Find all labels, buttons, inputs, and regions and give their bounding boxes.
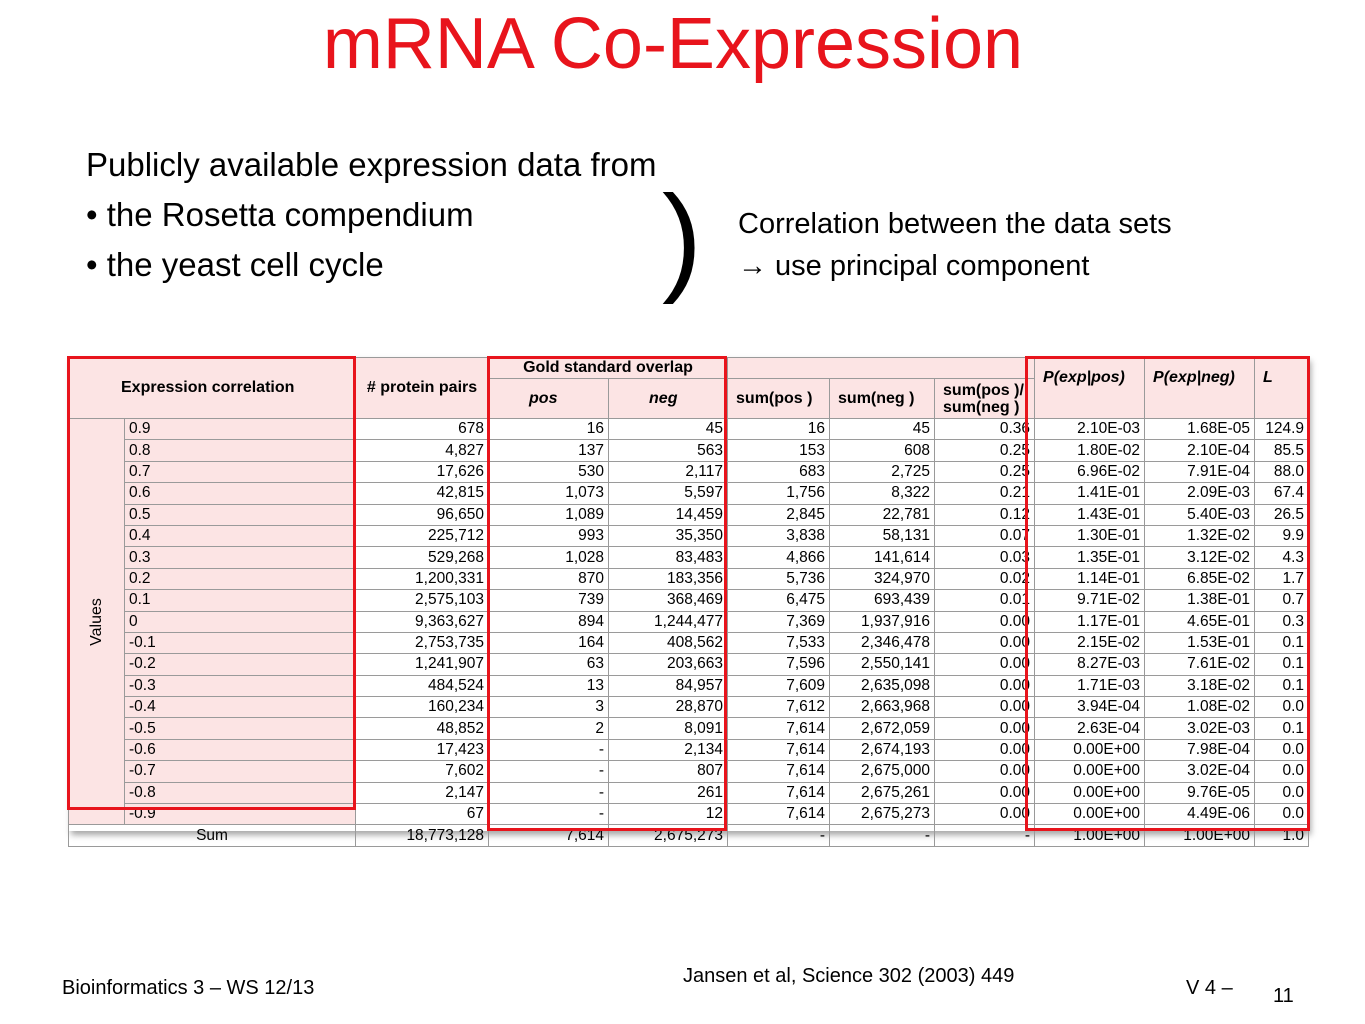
table-cell: 6,475 — [728, 590, 830, 611]
intro-block — [86, 140, 656, 290]
table-cell: 8,091 — [609, 718, 728, 739]
correlation-value-cell: -0.3 — [125, 675, 356, 696]
sum-label: Sum — [69, 825, 356, 847]
table-cell: 678 — [356, 419, 489, 440]
sum-cell: 18,773,128 — [356, 825, 489, 847]
table-cell: 2,674,193 — [830, 739, 935, 760]
table-cell: 7,369 — [728, 611, 830, 632]
table-cell: 164 — [489, 632, 609, 653]
table-cell: 1.38E-01 — [1145, 590, 1255, 611]
table-cell: 0.07 — [935, 525, 1035, 546]
header-l: L — [1255, 358, 1309, 419]
table-cell: 1.32E-02 — [1145, 525, 1255, 546]
table-cell: 2,675,273 — [830, 804, 935, 825]
table-cell: 2.09E-03 — [1145, 483, 1255, 504]
correlation-value-cell: -0.7 — [125, 761, 356, 782]
table-cell: 0.25 — [935, 461, 1035, 482]
table-cell: 17,423 — [356, 739, 489, 760]
table-cell: 0.3 — [1255, 611, 1309, 632]
table-cell: 58,131 — [830, 525, 935, 546]
sum-cell: - — [830, 825, 935, 847]
correlation-value-cell: -0.6 — [125, 739, 356, 760]
table-cell: 203,663 — [609, 654, 728, 675]
table-cell: 2,663,968 — [830, 697, 935, 718]
table-cell: 0.00 — [935, 761, 1035, 782]
table-cell: 4.65E-01 — [1145, 611, 1255, 632]
table-cell: 2,672,059 — [830, 718, 935, 739]
correlation-value-cell: 0.8 — [125, 440, 356, 461]
table-cell: 2,575,103 — [356, 590, 489, 611]
table-row — [69, 632, 1309, 653]
table-cell: 4.3 — [1255, 547, 1309, 568]
table-cell: 141,614 — [830, 547, 935, 568]
table-cell: 1,073 — [489, 483, 609, 504]
sum-cell: - — [935, 825, 1035, 847]
slide-title: mRNA Co-Expression — [322, 4, 1024, 84]
table-cell: 5,597 — [609, 483, 728, 504]
correlation-value-cell: -0.2 — [125, 654, 356, 675]
closing-bracket: ) — [662, 171, 702, 305]
table-cell: 4,866 — [728, 547, 830, 568]
table-cell: 28,870 — [609, 697, 728, 718]
correlation-value-cell: -0.5 — [125, 718, 356, 739]
table-cell: 0.1 — [1255, 632, 1309, 653]
header-ratio — [935, 379, 1035, 419]
table-row — [69, 461, 1309, 482]
table-cell: 9,363,627 — [356, 611, 489, 632]
sum-cell: 1.0 — [1255, 825, 1309, 847]
table-cell: 0.00 — [935, 782, 1035, 803]
table-cell: 225,712 — [356, 525, 489, 546]
table-cell: 2 — [489, 718, 609, 739]
header-neg: neg — [609, 379, 728, 419]
table-cell: 1,244,477 — [609, 611, 728, 632]
table-cell: - — [489, 804, 609, 825]
table-cell: 0.1 — [1255, 654, 1309, 675]
header-blank — [728, 358, 1035, 379]
correlation-value-cell: -0.9 — [125, 804, 356, 825]
course-label: Bioinformatics 3 – WS 12/13 — [62, 977, 315, 999]
table-cell: 1,200,331 — [356, 568, 489, 589]
table-row — [69, 419, 1309, 440]
table-cell: 0.00 — [935, 718, 1035, 739]
sum-cell: 2,675,273 — [609, 825, 728, 847]
table-cell: - — [489, 739, 609, 760]
table-row — [69, 654, 1309, 675]
table-cell: 2,117 — [609, 461, 728, 482]
correlation-value-cell: 0 — [125, 611, 356, 632]
table-cell: 2,346,478 — [830, 632, 935, 653]
lecture-label: V 4 – — [1186, 977, 1233, 999]
table-cell: 3.18E-02 — [1145, 675, 1255, 696]
table-cell: 67.4 — [1255, 483, 1309, 504]
table-cell: 183,356 — [609, 568, 728, 589]
intro-heading: Publicly available expression data from — [86, 146, 657, 183]
table-cell: - — [489, 782, 609, 803]
sum-cell: 1.00E+00 — [1145, 825, 1255, 847]
header-sum-pos: sum(pos ) — [728, 379, 830, 419]
table-cell: 8,322 — [830, 483, 935, 504]
table-cell: 1.14E-01 — [1035, 568, 1145, 589]
table-cell: 1.41E-01 — [1035, 483, 1145, 504]
header-p-exp-neg: P(exp|neg) — [1145, 358, 1255, 419]
header-sum-neg: sum(neg ) — [830, 379, 935, 419]
table-cell: 2,675,000 — [830, 761, 935, 782]
table-row — [69, 761, 1309, 782]
table-cell: 2,134 — [609, 739, 728, 760]
table-cell: 1,089 — [489, 504, 609, 525]
table-cell: 0.7 — [1255, 590, 1309, 611]
correlation-value-cell: -0.8 — [125, 782, 356, 803]
table-cell: 1.08E-02 — [1145, 697, 1255, 718]
table-cell: 2,845 — [728, 504, 830, 525]
table-cell: 2.15E-02 — [1035, 632, 1145, 653]
table-cell: 5.40E-03 — [1145, 504, 1255, 525]
table-cell: 894 — [489, 611, 609, 632]
correlation-value-cell: -0.1 — [125, 632, 356, 653]
table-cell: 6.96E-02 — [1035, 461, 1145, 482]
sum-row — [69, 825, 1309, 847]
table-cell: 0.00 — [935, 697, 1035, 718]
table-cell: 0.00E+00 — [1035, 804, 1145, 825]
table-cell: 63 — [489, 654, 609, 675]
header-protein-pairs: # protein pairs — [356, 358, 489, 419]
table-cell: 1.30E-01 — [1035, 525, 1145, 546]
table-cell: 45 — [609, 419, 728, 440]
table-cell: 0.01 — [935, 590, 1035, 611]
table-cell: 1.80E-02 — [1035, 440, 1145, 461]
table-cell: 160,234 — [356, 697, 489, 718]
table-cell: 1.53E-01 — [1145, 632, 1255, 653]
table-cell: 7,614 — [728, 739, 830, 760]
values-label-cell — [69, 419, 125, 825]
table-cell: 84,957 — [609, 675, 728, 696]
table-cell: 12 — [609, 804, 728, 825]
table-cell: 2,147 — [356, 782, 489, 803]
header-gold-standard: Gold standard overlap — [489, 358, 728, 379]
table-cell: 2,753,735 — [356, 632, 489, 653]
table-cell: 0.00 — [935, 739, 1035, 760]
table-cell: 1.17E-01 — [1035, 611, 1145, 632]
table-cell: 1,756 — [728, 483, 830, 504]
table-cell: 6.85E-02 — [1145, 568, 1255, 589]
table-cell: 1,028 — [489, 547, 609, 568]
table-cell: 48,852 — [356, 718, 489, 739]
table-cell: 0.36 — [935, 419, 1035, 440]
table-cell: 4,827 — [356, 440, 489, 461]
table-cell: 35,350 — [609, 525, 728, 546]
table-cell: 683 — [728, 461, 830, 482]
table-cell: 9.9 — [1255, 525, 1309, 546]
table-cell: 17,626 — [356, 461, 489, 482]
table-cell: 807 — [609, 761, 728, 782]
table-cell: 3,838 — [728, 525, 830, 546]
table-cell: 0.1 — [1255, 675, 1309, 696]
table-cell: 0.0 — [1255, 804, 1309, 825]
table-cell: 7.98E-04 — [1145, 739, 1255, 760]
header-expression-correlation: Expression correlation — [69, 358, 356, 419]
table-row — [69, 697, 1309, 718]
table-cell: 124.9 — [1255, 419, 1309, 440]
header-ratio-top: sum(pos )/ — [943, 381, 1024, 399]
table-cell: 0.00 — [935, 675, 1035, 696]
table-cell: 1,937,916 — [830, 611, 935, 632]
table-cell: 3.94E-04 — [1035, 697, 1145, 718]
table-cell: 530 — [489, 461, 609, 482]
correlation-value-cell: 0.6 — [125, 483, 356, 504]
table-cell: 693,439 — [830, 590, 935, 611]
table-body — [69, 419, 1309, 825]
table-cell: 7,596 — [728, 654, 830, 675]
table-cell: 484,524 — [356, 675, 489, 696]
correlation-value-cell: -0.4 — [125, 697, 356, 718]
page-number: 11 — [1273, 985, 1294, 1007]
table-cell: 529,268 — [356, 547, 489, 568]
table-row — [69, 568, 1309, 589]
table-cell: 0.00E+00 — [1035, 739, 1145, 760]
sum-cell: 7,614 — [489, 825, 609, 847]
table-row — [69, 440, 1309, 461]
table-cell: 0.1 — [1255, 718, 1309, 739]
table-cell: 26.5 — [1255, 504, 1309, 525]
table-cell: 45 — [830, 419, 935, 440]
table-row — [69, 547, 1309, 568]
expression-table — [68, 357, 1309, 847]
table-row — [69, 675, 1309, 696]
table-row — [69, 782, 1309, 803]
table-cell: 0.0 — [1255, 761, 1309, 782]
table-cell: 608 — [830, 440, 935, 461]
table-cell: 7.91E-04 — [1145, 461, 1255, 482]
table-cell: 0.0 — [1255, 697, 1309, 718]
correlation-value-cell: 0.5 — [125, 504, 356, 525]
table-cell: 9.76E-05 — [1145, 782, 1255, 803]
table-cell: 2.63E-04 — [1035, 718, 1145, 739]
table-cell: 153 — [728, 440, 830, 461]
table-cell: 739 — [489, 590, 609, 611]
table-cell: 0.00 — [935, 654, 1035, 675]
table-cell: 42,815 — [356, 483, 489, 504]
table-cell: 2,550,141 — [830, 654, 935, 675]
table-cell: 137 — [489, 440, 609, 461]
table-cell: 2,675,261 — [830, 782, 935, 803]
header-pos: pos — [489, 379, 609, 419]
values-label: Values — [87, 597, 105, 646]
correlation-note — [738, 203, 1172, 287]
table-row — [69, 483, 1309, 504]
table-cell: 2,635,098 — [830, 675, 935, 696]
table-cell: 96,650 — [356, 504, 489, 525]
table-cell: 16 — [728, 419, 830, 440]
table-cell: 563 — [609, 440, 728, 461]
table-cell: 7,602 — [356, 761, 489, 782]
table-cell: 1,241,907 — [356, 654, 489, 675]
table-cell: 993 — [489, 525, 609, 546]
table-cell: 7,614 — [728, 804, 830, 825]
table-cell: 368,469 — [609, 590, 728, 611]
intro-bullet: • the yeast cell cycle — [86, 246, 384, 283]
correlation-note-line: Correlation between the data sets — [738, 208, 1172, 240]
table-cell: 3.12E-02 — [1145, 547, 1255, 568]
table-row — [69, 611, 1309, 632]
table-cell: 0.00 — [935, 611, 1035, 632]
correlation-note-line: → use principal component — [738, 250, 1090, 282]
table-cell: 7,612 — [728, 697, 830, 718]
table-cell: 0.0 — [1255, 782, 1309, 803]
sum-cell: 1.00E+00 — [1035, 825, 1145, 847]
table-cell: 7,609 — [728, 675, 830, 696]
table-cell: 0.02 — [935, 568, 1035, 589]
table-cell: 1.68E-05 — [1145, 419, 1255, 440]
table-row — [69, 525, 1309, 546]
table-cell: 3.02E-03 — [1145, 718, 1255, 739]
table-cell: 0.00 — [935, 632, 1035, 653]
table-cell: 7,614 — [728, 761, 830, 782]
table-row — [69, 804, 1309, 825]
table-cell: 83,483 — [609, 547, 728, 568]
table-cell: 1.35E-01 — [1035, 547, 1145, 568]
table-cell: 7,614 — [728, 782, 830, 803]
table-cell: 7,614 — [728, 718, 830, 739]
table-cell: 1.71E-03 — [1035, 675, 1145, 696]
table-cell: 8.27E-03 — [1035, 654, 1145, 675]
table-cell: 4.49E-06 — [1145, 804, 1255, 825]
correlation-value-cell: 0.1 — [125, 590, 356, 611]
correlation-value-cell: 0.3 — [125, 547, 356, 568]
table-cell: 13 — [489, 675, 609, 696]
sum-cell: - — [728, 825, 830, 847]
table-cell: 0.00E+00 — [1035, 761, 1145, 782]
table-cell: 14,459 — [609, 504, 728, 525]
table-row — [69, 504, 1309, 525]
table-cell: 0.00 — [935, 804, 1035, 825]
table-cell: 2.10E-03 — [1035, 419, 1145, 440]
table-cell: 16 — [489, 419, 609, 440]
table-cell: 67 — [356, 804, 489, 825]
table-cell: 7,533 — [728, 632, 830, 653]
table-cell: 0.12 — [935, 504, 1035, 525]
table-cell: 0.03 — [935, 547, 1035, 568]
header-ratio-bottom: sum(neg ) — [943, 398, 1020, 416]
table-cell: 0.21 — [935, 483, 1035, 504]
correlation-value-cell: 0.9 — [125, 419, 356, 440]
table-cell: 1.7 — [1255, 568, 1309, 589]
table-row — [69, 718, 1309, 739]
table-cell: 0.00E+00 — [1035, 782, 1145, 803]
table-cell: 22,781 — [830, 504, 935, 525]
table-cell: 870 — [489, 568, 609, 589]
expression-table-container — [68, 357, 1308, 844]
table-cell: 3 — [489, 697, 609, 718]
table-cell: - — [489, 761, 609, 782]
table-cell: 9.71E-02 — [1035, 590, 1145, 611]
intro-bullet: • the Rosetta compendium — [86, 196, 474, 233]
table-cell: 5,736 — [728, 568, 830, 589]
correlation-value-cell: 0.2 — [125, 568, 356, 589]
table-row — [69, 590, 1309, 611]
table-cell: 324,970 — [830, 568, 935, 589]
table-cell: 261 — [609, 782, 728, 803]
header-p-exp-pos: P(exp|pos) — [1035, 358, 1145, 419]
correlation-value-cell: 0.4 — [125, 525, 356, 546]
table-cell: 88.0 — [1255, 461, 1309, 482]
table-cell: 85.5 — [1255, 440, 1309, 461]
table-cell: 1.43E-01 — [1035, 504, 1145, 525]
correlation-value-cell: 0.7 — [125, 461, 356, 482]
citation: Jansen et al, Science 302 (2003) 449 — [683, 965, 1015, 987]
table-row — [69, 739, 1309, 760]
table-cell: 2,725 — [830, 461, 935, 482]
table-cell: 7.61E-02 — [1145, 654, 1255, 675]
table-cell: 0.25 — [935, 440, 1035, 461]
table-cell: 0.0 — [1255, 739, 1309, 760]
table-cell: 3.02E-04 — [1145, 761, 1255, 782]
table-cell: 2.10E-04 — [1145, 440, 1255, 461]
table-cell: 408,562 — [609, 632, 728, 653]
